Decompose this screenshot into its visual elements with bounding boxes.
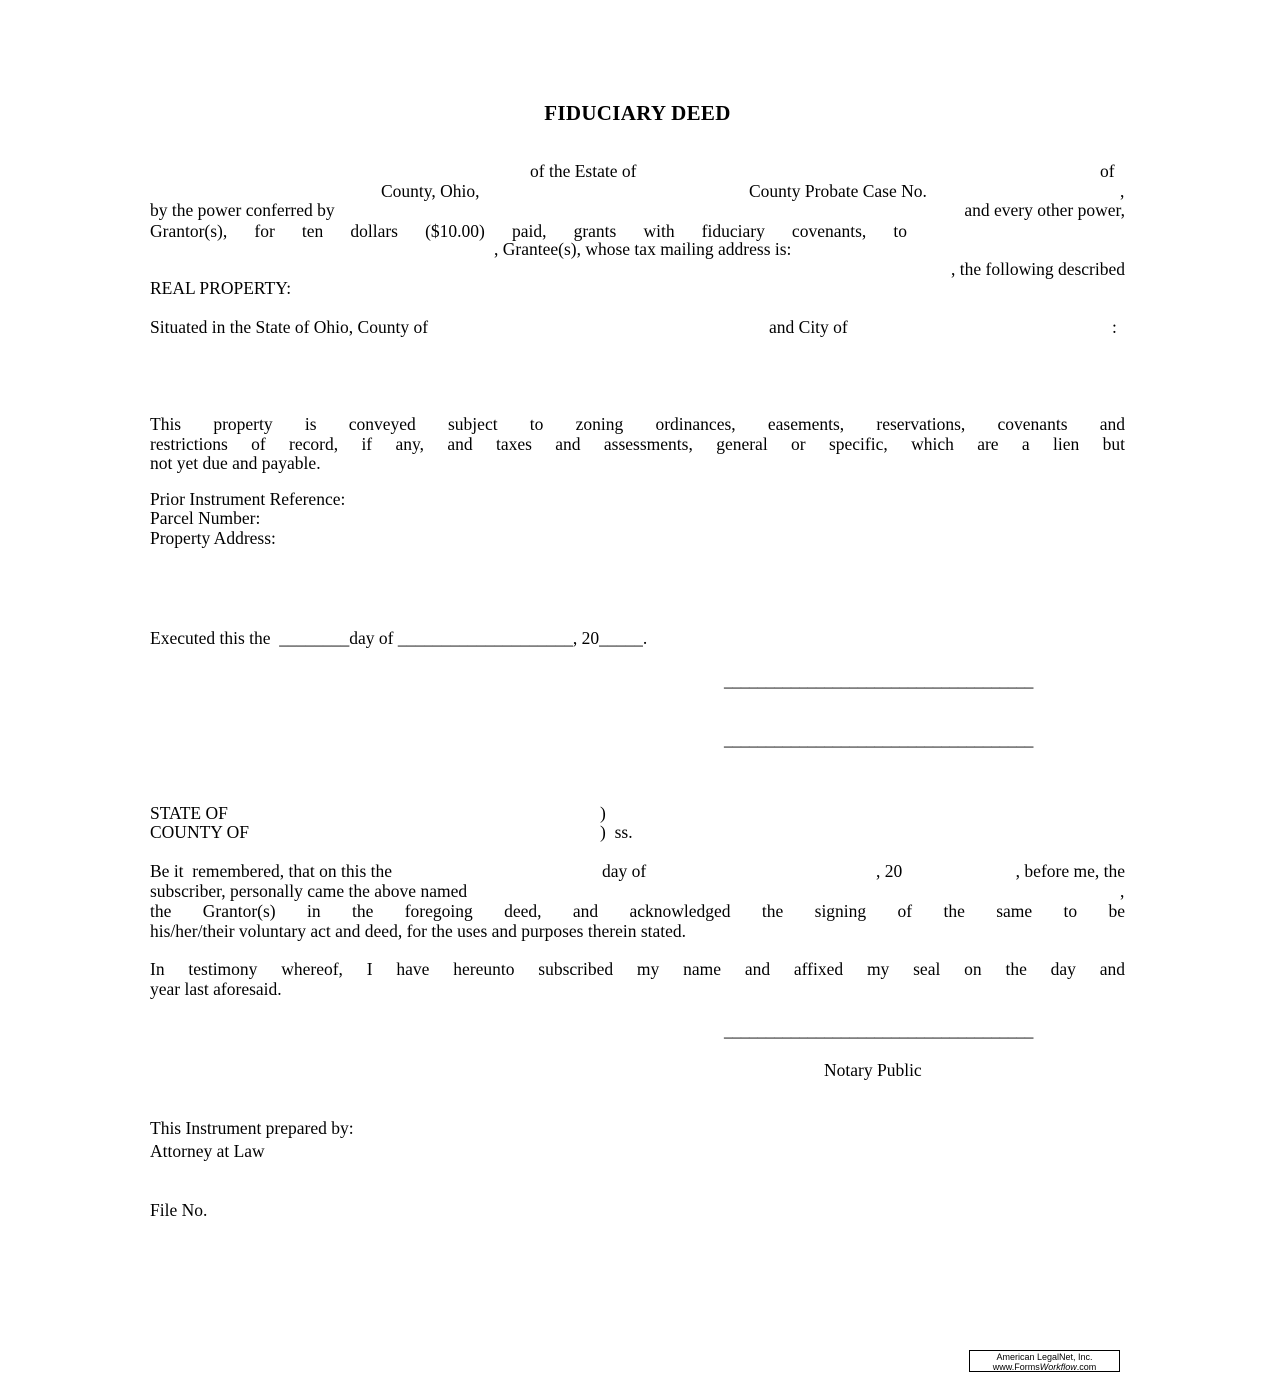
grantor-line: Grantor(s), for ten dollars ($10.00) paid, grants with fiduciary covenants, to (150, 221, 907, 241)
by-power-text: by the power conferred by (150, 200, 335, 220)
ack-day-of-text: day of (602, 861, 647, 881)
executed-line: Executed this the ________day of ____________________, 20_____. (150, 628, 648, 648)
testimony-line-2: year last aforesaid. (150, 978, 282, 999)
every-other-power-text: and every other power, (964, 200, 1125, 220)
grantee-text: , Grantee(s), whose tax mailing address is: (494, 239, 792, 259)
ack-line-3: the Grantor(s) in the foregoing deed, and acknowledged the signing of the same to be (150, 901, 1125, 921)
county-of-label: COUNTY OF (150, 822, 250, 842)
situated-colon: : (1112, 317, 1117, 337)
ack-twenty-text: , 20 (876, 861, 903, 881)
property-address-label: Property Address: (150, 528, 276, 548)
state-of-label: STATE OF (150, 803, 228, 823)
conveyance-line-3: not yet due and payable. (150, 453, 321, 473)
publisher-company: American LegalNet, Inc. (996, 1352, 1093, 1362)
probate-comma: , (1120, 181, 1125, 201)
prepared-by-label: This Instrument prepared by: (150, 1118, 354, 1138)
parcel-number-label: Parcel Number: (150, 508, 261, 528)
ack-before-me-text: , before me, the (1015, 861, 1125, 881)
city-of-text: and City of (769, 317, 848, 337)
notary-public-label: Notary Public (824, 1060, 922, 1080)
signature-line-1: _____________________________________ (724, 670, 1033, 690)
testimony-paragraph (150, 960, 1125, 999)
conveyance-line-2: restrictions of record, if any, and taxes and assessments, general or specific, which are a lien but (150, 433, 1125, 454)
notary-signature-line: _____________________________________ (724, 1020, 1033, 1040)
testimony-line-1: In testimony whereof, I have hereunto subscribed my name and affixed my seal on the day and (150, 959, 1125, 979)
attorney-at-law-label: Attorney at Law (150, 1141, 265, 1161)
conveyance-paragraph (150, 415, 1125, 474)
estate-of-text: of the Estate of (530, 161, 637, 181)
venue-paren-1: ) (600, 803, 606, 823)
signature-line-2: _____________________________________ (724, 729, 1033, 749)
venue-paren-ss: ) ss. (600, 822, 633, 842)
ack-paragraph (150, 902, 1125, 941)
real-property-label: REAL PROPERTY: (150, 278, 292, 298)
file-no-label: File No. (150, 1200, 208, 1220)
conveyance-line-1: This property is conveyed subject to zoning ordinances, easements, reservations, covenants and (150, 414, 1125, 434)
publisher-badge (969, 1350, 1120, 1372)
probate-case-text: County Probate Case No. (749, 181, 927, 201)
document-title: FIDUCIARY DEED (544, 101, 731, 125)
ack-subscriber-text: subscriber, personally came the above named (150, 881, 468, 901)
ack-be-it-text: Be it remembered, that on this the (150, 861, 393, 881)
ack-line-4: his/her/their voluntary act and deed, for the uses and purposes therein stated. (150, 920, 687, 941)
county-ohio-text: County, Ohio, (381, 181, 480, 201)
ack-subscriber-comma: , (1120, 881, 1125, 901)
of-text: of (1100, 161, 1115, 181)
publisher-website: www.FormsWorkflow.com (992, 1362, 1097, 1372)
situated-text: Situated in the State of Ohio, County of (150, 317, 429, 337)
following-described-text: , the following described (951, 259, 1125, 279)
prior-instrument-label: Prior Instrument Reference: (150, 489, 346, 509)
